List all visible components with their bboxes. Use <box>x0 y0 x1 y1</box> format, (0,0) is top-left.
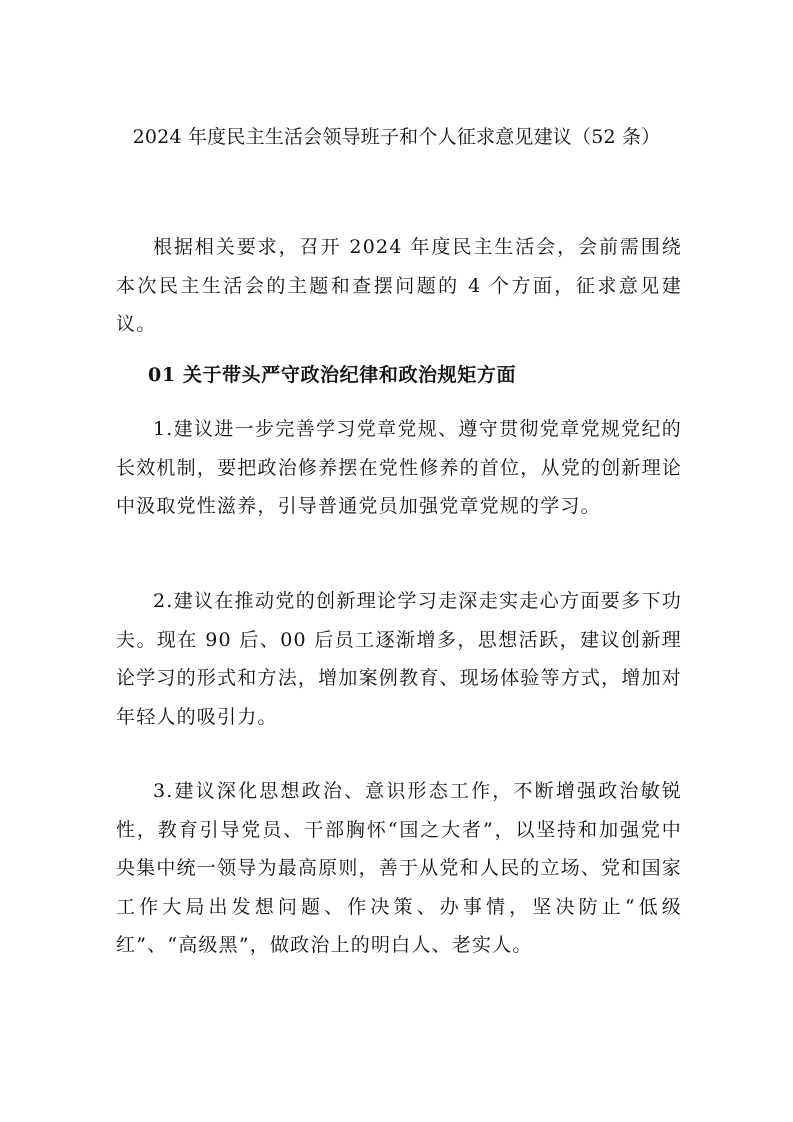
section-heading: 01 关于带头严守政治纪律和政治规矩方面 <box>148 364 517 386</box>
list-item: 1.建议进一步完善学习党章党规、遵守贯彻党章党规党纪的长效机制，要把政治修养摆在党性修养的首位，从党的创新理论中汲取党性滋养，引导普通党员加强党章党规的学习。 <box>116 418 682 517</box>
list-item: 3.建议深化思想政治、意识形态工作，不断增强政治敏锐性，教育引导党员、干部胸怀“国之大者”，以坚持和加强党中央集中统一领导为最高原则，善于从党和人民的立场、党和国家工作大局出发想问题、作决策、办事情，坚决防止“低级红”、“高级黑”，做政治上的明白人、老实人。 <box>116 780 682 956</box>
intro-paragraph: 根据相关要求，召开 2024 年度民主生活会，会前需围绕本次民主生活会的主题和查摆问题的 4 个方面，征求意见建议。 <box>116 236 682 335</box>
list-item: 2.建议在推动党的创新理论学习走深走实走心方面要多下功夫。现在 90 后、00 后员工逐渐增多，思想活跃，建议创新理论学习的形式和方法，增加案例教育、现场体验等方式，增加对年轻人的吸引力。 <box>116 590 682 728</box>
document-title: 2024 年度民主生活会领导班子和个人征求意见建议（52 条） <box>132 126 661 148</box>
